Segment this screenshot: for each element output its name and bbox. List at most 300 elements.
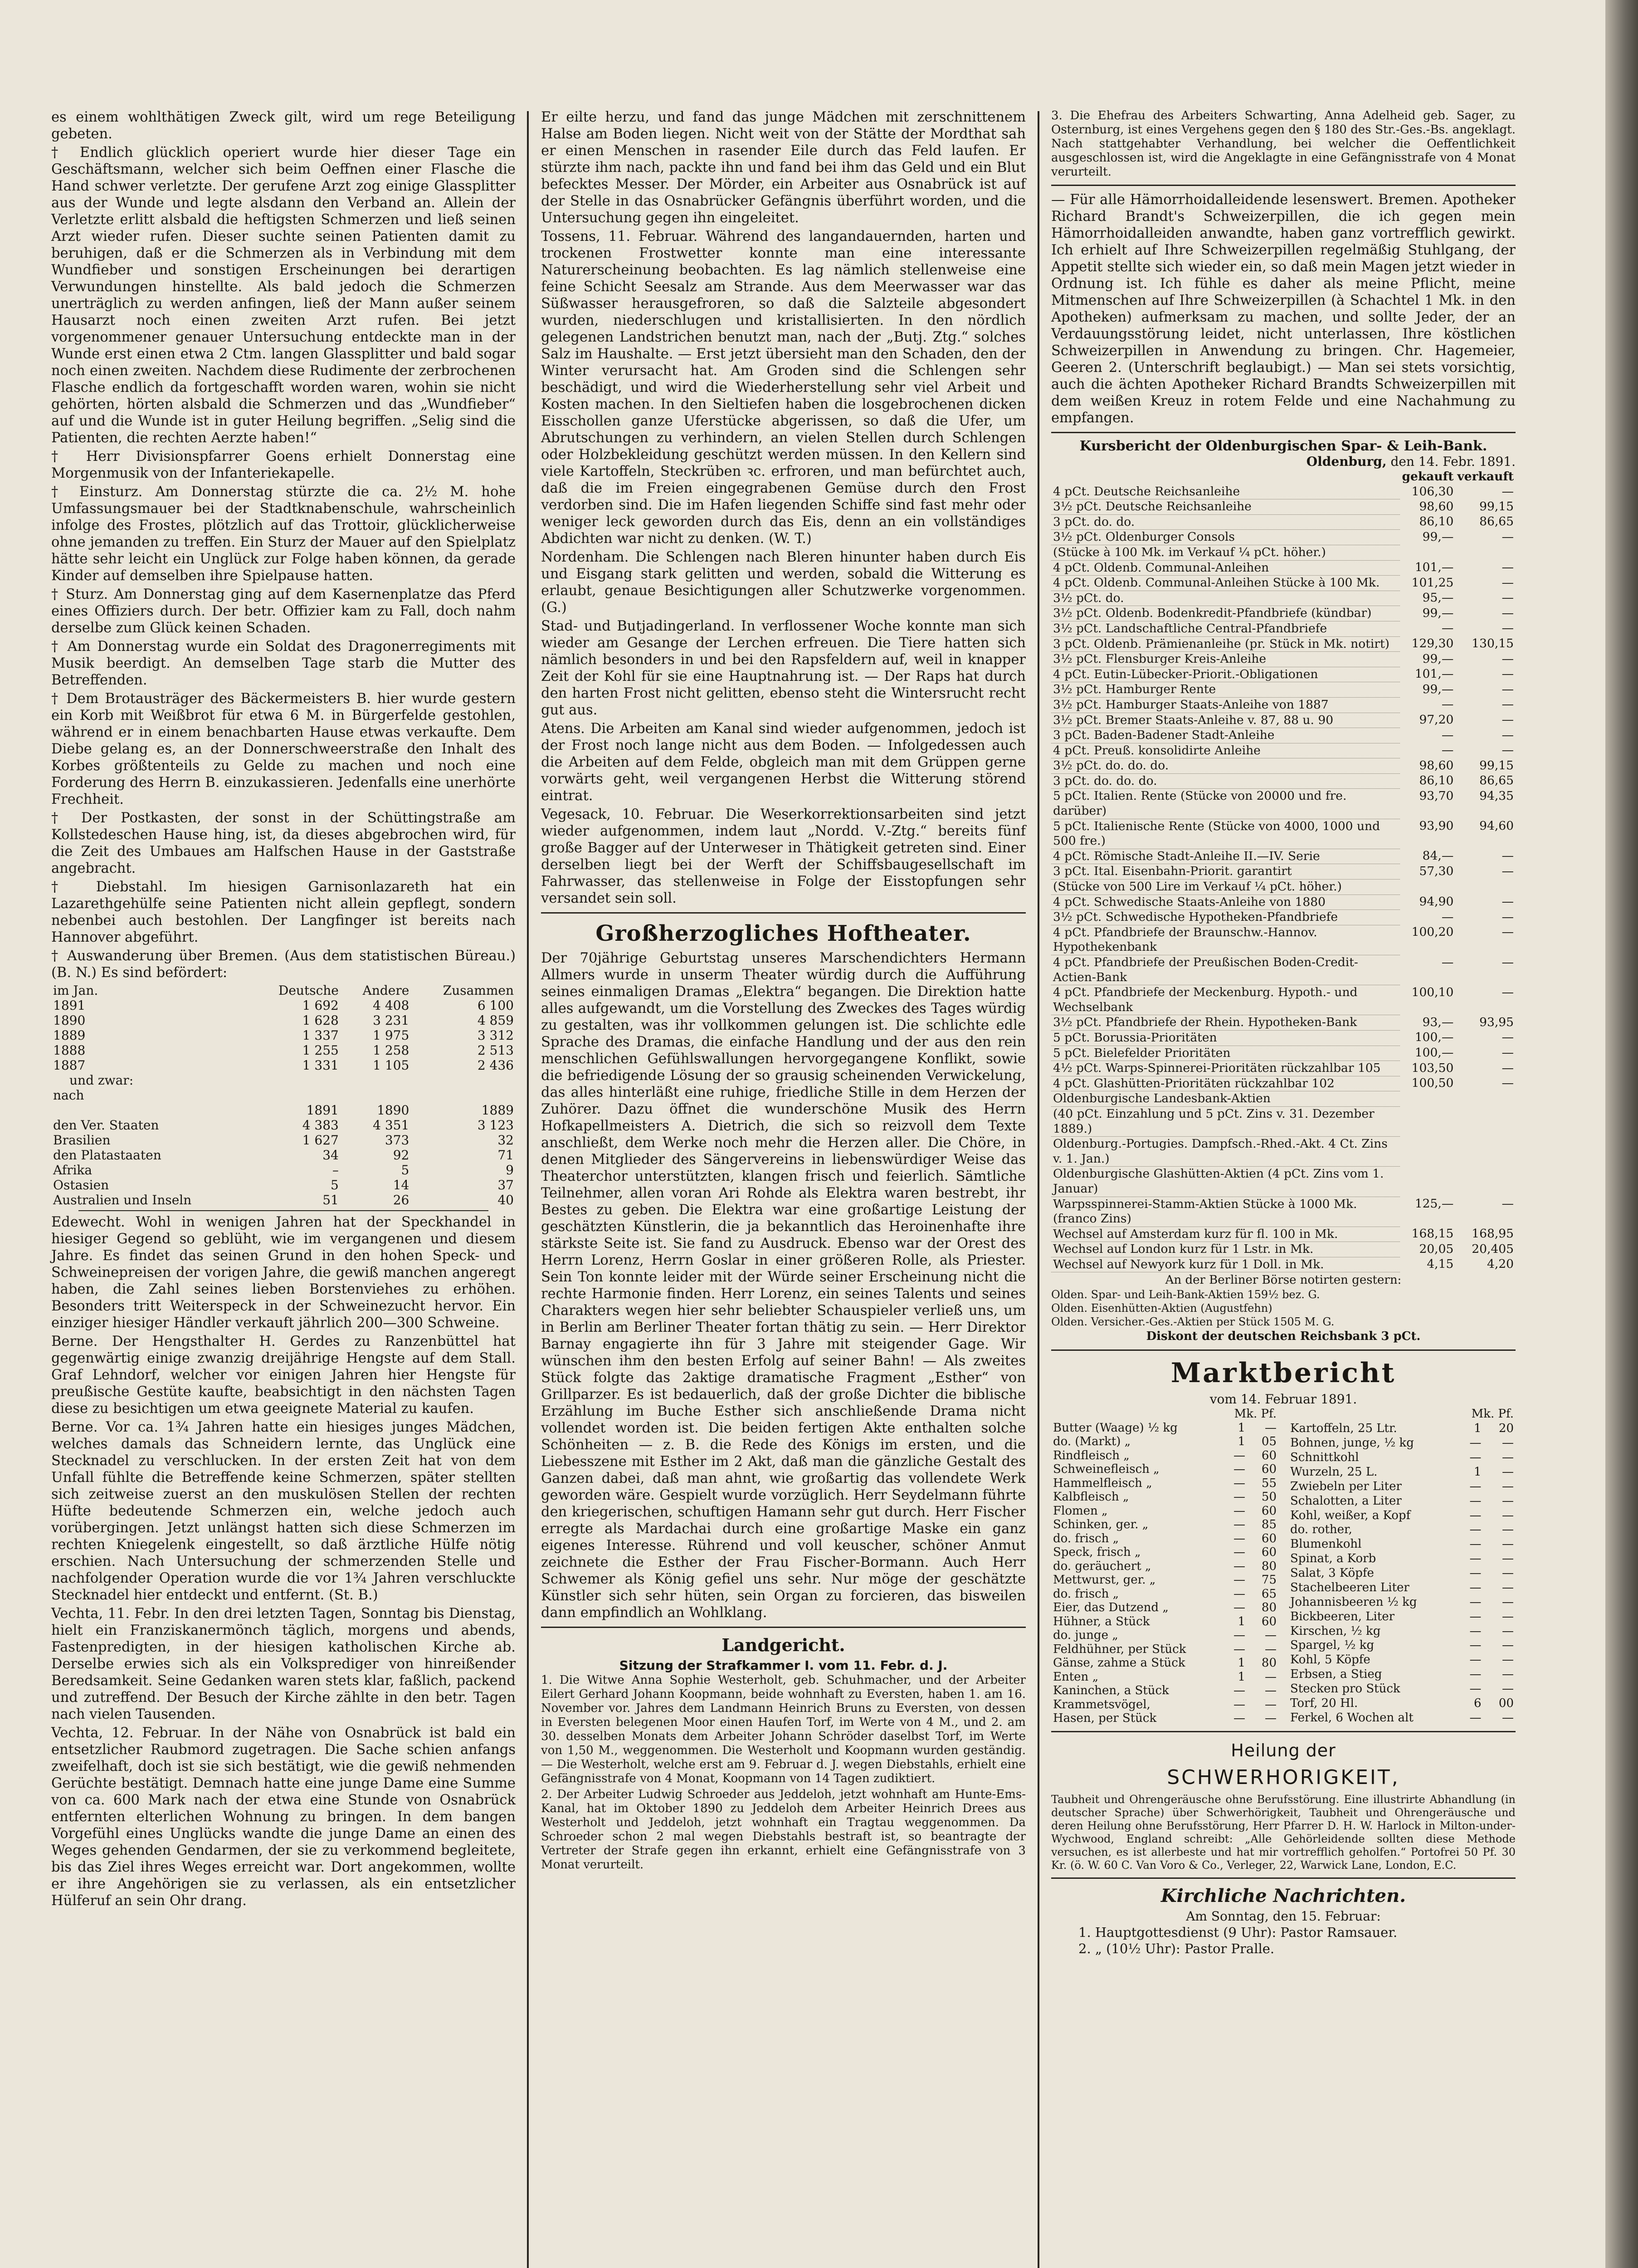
table-row bbox=[1051, 499, 1516, 515]
table-cell: 99,— bbox=[1422, 529, 1454, 544]
table-row bbox=[1051, 545, 1516, 560]
table-cell: 3 231 bbox=[373, 1013, 410, 1028]
table-cell: 168,95 bbox=[1472, 1227, 1514, 1241]
table-row bbox=[1051, 1684, 1278, 1698]
table-cell: — bbox=[1233, 1628, 1245, 1642]
table-cell: — bbox=[1469, 1638, 1482, 1652]
column-2 bbox=[528, 109, 1038, 2268]
table-cell: 5 bbox=[331, 1178, 339, 1193]
table-row bbox=[1051, 758, 1516, 774]
table-row bbox=[51, 1058, 516, 1073]
table-cell: 373 bbox=[385, 1133, 410, 1148]
table-row bbox=[1051, 560, 1516, 576]
table-row bbox=[1051, 1167, 1516, 1197]
table-cell: — bbox=[1502, 575, 1514, 590]
article: † Auswanderung über Bremen. (Aus dem statistischen Büreau.) (B. N.) Es sind befördert: bbox=[51, 948, 516, 981]
table-cell: 1890 bbox=[377, 1103, 410, 1118]
berlin-heading: An der Berliner Börse notirten gestern: bbox=[1165, 1273, 1402, 1287]
table-cell: — bbox=[1502, 1624, 1514, 1638]
table-cell: 3½ pCt. Flensburger Kreis-Anleihe bbox=[1051, 652, 1400, 667]
table-cell bbox=[1455, 1106, 1516, 1136]
table-cell: 4,15 bbox=[1427, 1257, 1454, 1271]
table-cell: 3½ pCt. Landschaftliche Central-Pfandbriefe bbox=[1051, 621, 1400, 636]
table-cell: 1 628 bbox=[302, 1013, 339, 1028]
table-cell: — bbox=[1265, 1628, 1277, 1642]
table-cell: 5 pCt. Italien. Rente (Stücke von 20000 und fre. darüber) bbox=[1051, 789, 1400, 819]
table-cell: — bbox=[1502, 1465, 1514, 1479]
table-row bbox=[1051, 667, 1516, 682]
table-cell: Salat, 3 Köpfe bbox=[1290, 1566, 1374, 1580]
article: † Der Postkasten, der sonst in der Schüttingstraße am Kollstedeschen Hause hing, ist, da dieses abgebrochen wird, für die Zeit des Umbaues am Halfschen Hause in der Gaststraße angebracht. bbox=[51, 810, 516, 876]
table-cell: 168,15 bbox=[1411, 1227, 1454, 1241]
article: Der 70jährige Geburtstag unseres Marschendichters Hermann Allmers wurde in unserm Theater würdig durch die Aufführung seines einmaligen Dramas „Elektra“ begangen. Die Direktion hatte alles aufgewandt, um die Vorstellung des Zweckes des Tages würdig zu gestalten, was ihr vollkommen gelungen ist. Die schlichte edle Sprache des Dramas, die einfache Handlung und der aus den rein menschlichen Gefühlswallungen hervorgegangene Konflikt, sowie die befriedigende Lösung der so grausig scheinenden Verwickelung, das alles hinterläßt eine ruhige, friedliche Stille in dem Herzen der Zuhörer. Dazu öffnet die wunderschöne Musik des Herrn Hofkapellmeisters A. Dietrich, die sich so reizvoll dem Texte anschließt, dem Werke noch mehr die Herzen aller. Die Chöre, in denen Mitglieder des Sängervereins in liebenswürdiger Weise das Theaterchor unterstützten, klangen frisch und feierlich. Sämtliche Teilnehmer, allen voran Ari Rohde als Elektra waren bestrebt, ihr Bestes zu geben. Die Elektra war eine großartige Leistung der geschätzten Künstlerin, die ja bekanntlich das Heroinenhafte ihre stärkste Seite ist. Sie fand zu Ausdruck. Ebenso war der Orest des Herrn Lorenz, Herrn Goslar in einer größeren Rolle, als Priester. Sein Ton konnte leider mit der Würde seiner Erscheinung nicht die rechte Harmonie finden. Herr Lorenz, ein seines Talents und seines Charakters wegen hier sehr beliebter Schauspieler verließ uns, um in Berlin am Berliner Theater fortan thätig zu sein. — Herr Direktor Barnay engagierte ihn für 3 Jahre mit steigender Gage. Wir wünschen ihm den besten Erfolg auf seiner Bahn! — Als zweites Stück folgte das 2aktige dramatische Fragment „Esther“ von Grillparzer. Es ist bedauerlich, daß der große Dichter die biblische Erzählung im Buche Esther sich anschließende Drama nicht vollendet worden ist. Die beiden fertigen Akte enthalten solche Schönheiten — z. B. die Rede des Königs im ersten, und die Liebesszene mit Esther im 2 Akt, daß man die gänzliche Gestalt des Ganzen dabei, daß man ahnt, wie großartig das vollendete Werk geworden wäre. Gespielt wurde vorzüglich. Herr Seydelmann führte den kriegerischen, schuftigen Hamann sehr gut durch. Herr Fischer erregte als Mardachai durch eine großartige Maske ein ganz eigenes Interesse. Rührend und voll keuscher, schöner Anmut zeichnete die Esther der Frau Fischer-Bormann. Auch Herr Schwemer als König gefiel uns sehr. Nur möge der geschätzte Künstler sich sehr hüten, sein Organ zu forcieren, das bisweilen dann empfindlich an Wohlklang. bbox=[541, 950, 1026, 1621]
table-row bbox=[1051, 1559, 1278, 1574]
table-cell: Schalotten, a Liter bbox=[1290, 1494, 1402, 1508]
table-row bbox=[1051, 591, 1516, 606]
table-cell: Rindfleisch „ bbox=[1053, 1448, 1130, 1462]
table-row bbox=[1051, 606, 1516, 621]
table-cell: 1887 bbox=[53, 1058, 86, 1073]
table-row bbox=[1051, 789, 1516, 819]
table-cell: (40 pCt. Einzahlung und 5 pCt. Zins v. 31. Dezember 1889.) bbox=[1051, 1106, 1400, 1136]
table-cell: Eier, das Dutzend „ bbox=[1053, 1601, 1169, 1615]
table-cell: 4 pCt. Preuß. konsolidirte Anleihe bbox=[1051, 743, 1400, 758]
table-cell: 100,20 bbox=[1411, 925, 1454, 939]
table-cell: — bbox=[1502, 1667, 1514, 1681]
table-cell: 20 bbox=[1498, 1422, 1514, 1436]
table-header: Zusammen bbox=[443, 983, 514, 998]
table-cell: Blumenkohl bbox=[1290, 1537, 1362, 1551]
table-row bbox=[51, 1118, 516, 1133]
table-cell: 3 pCt. Baden-Badener Stadt-Anleihe bbox=[1051, 728, 1400, 743]
table-row bbox=[1051, 576, 1516, 591]
church-intro: Am Sonntag, den 15. Februar: bbox=[1186, 1908, 1381, 1924]
article: † Endlich glücklich operiert wurde hier dieser Tage ein Geschäftsmann, welcher sich beim Oeffnen einer Flasche die Hand schwer verletzte. Der gerufene Arzt zog einige Glassplitter aus der Wunde und legte alsdann den Verband an. Allein der Verletzte erlitt alsbald die heftigsten Schmerzen und ließ seinen Arzt wieder rufen. Dieser suchte seinen Patienten damit zu beruhigen, daß er die Schmerzen als in Verbindung mit dem Wundfieber und sonstigen Erscheinungen bei derartigen Verwundungen hinstellte. Als bald jedoch die Schmerzen unerträglich zu werden anfingen, ließ der Mann außer seinem Hausarzt noch einen zweiten Arzt rufen. Bei jetzt vorgenommener genauer Untersuchung entdeckte man in der Wunde erst einen etwa 2 Ctm. langen Glassplitter und bald sogar noch einen zweiten. Nachdem diese Rudimente der zerbrochenen Flasche endlich da fortgeschafft worden waren, wohin sie nicht gehörten, hörten alsbald die Schmerzen und das „Wundfieber“ auf und die Wunde ist in guter Heilung begriffen. „Selig sind die Patienten, die rechten Aerzte haben!“ bbox=[51, 145, 516, 446]
church-list bbox=[1051, 1924, 1516, 1957]
table-cell: — bbox=[1469, 1566, 1482, 1580]
market-table-right bbox=[1288, 1407, 1516, 1725]
article: † Herr Divisionspfarrer Goens erhielt Donnerstag eine Morgenmusik von der Infanteriekapelle. bbox=[51, 449, 516, 481]
article: Stad- und Butjadingerland. In verflossener Woche konnte man sich wieder am Gesange der Lerchen erfreuen. Die Tiere hatten sich nämlich besonders in und bei den Rapsfeldern auf, weil in knapper Zeit der Kohl für sie eine Hauptnahrung ist. — Der Raps hat durch den harten Frost nicht gelitten, ebenso steht die Wintersrucht recht gut aus. bbox=[541, 618, 1026, 718]
table-cell: — bbox=[1502, 1046, 1514, 1060]
table-row bbox=[1051, 1449, 1278, 1463]
table-cell: Oldenburgische Landesbank-Aktien bbox=[1051, 1091, 1400, 1107]
table-row bbox=[1051, 1656, 1278, 1670]
table-cell: (Stücke von 500 Lire im Verkauf ¼ pCt. höher.) bbox=[1051, 880, 1400, 895]
table-cell: Schinken, ger. „ bbox=[1053, 1518, 1149, 1532]
table-cell: 80 bbox=[1261, 1656, 1277, 1670]
table-cell: — bbox=[1441, 621, 1454, 635]
table-cell: 14 bbox=[393, 1178, 410, 1193]
table-cell: 1 bbox=[1473, 1465, 1482, 1479]
table-cell: — bbox=[1502, 1537, 1514, 1551]
table-cell: — bbox=[1233, 1518, 1245, 1532]
table-cell: 75 bbox=[1261, 1573, 1277, 1587]
table-row bbox=[1051, 1435, 1278, 1449]
table-cell: 6 100 bbox=[477, 998, 514, 1013]
table-cell: — bbox=[1502, 1030, 1514, 1045]
table-row bbox=[1288, 1595, 1516, 1610]
table-cell: 1 331 bbox=[302, 1058, 339, 1073]
article: Berne. Vor ca. 1¾ Jahren hatte ein hiesiges junges Mädchen, welches damals das Schneidern lernte, das Unglück eine Stecknadel zu verschlucken. In der ersten Zeit hat von dem Unfall fühlte die Betreffende keine Schmerzen, später stellten sich zeitweise zuerst an den muskulösen Stellen der rechten Hüfte bedeutende Schmerzen ein, welche jedoch auch vorübergingen. Jetzt unlängst hatten sich diese Schmerzen im rechten Kniegelenk eingestellt, so daß ärztliche Hülfe nötig erschien. Nach Untersuchung der schmerzenden Stelle und nachfolgender Operation wurde die vor 1¾ Jahren verschluckte Stecknadel hier entdeckt und entfernt. (St. B.) bbox=[51, 1419, 516, 1603]
table-cell: 4 pCt. Glashütten-Prioritäten rückzahlbar 102 bbox=[1051, 1076, 1400, 1091]
ear-advertisement: Taubheit und Ohrengeräusche ohne Berufsstörung. Eine illustrirte Abhandlung (in deutscher Sprache) über Schwerhörigkeit, Taubheit und Ohrengeräusche und deren Heilung ohne Berufsstörung, Herr Pfarrer D. H. W. Harlock in Milton-under-Wychwood, England schreibt: „Alle Gehörleidende sollten diese Methode versuchen, es ist allerbeste und hat mir vortrefflich geholfen.“ Portofrei 50 Pf. 30 Kr. (ö. W. 60 C. Van Voro & Co., Verleger, 22, Warwick Lane, London, E.C. bbox=[1051, 1793, 1516, 1872]
ear-heading-2: SCHWERHORIGKEIT, bbox=[1167, 1765, 1400, 1789]
table-cell: Butter (Waage) ½ kg bbox=[1053, 1421, 1178, 1435]
table-cell: 3 pCt. do. do. do. bbox=[1051, 773, 1400, 789]
kurs-place: Oldenburg, bbox=[1306, 454, 1387, 469]
table-cell: Kartoffeln, 25 Ltr. bbox=[1290, 1422, 1397, 1436]
table-row bbox=[1051, 697, 1516, 713]
table-row bbox=[1288, 1480, 1516, 1494]
table-cell: 60 bbox=[1261, 1504, 1277, 1518]
table-cell: 101,— bbox=[1414, 560, 1454, 575]
divider bbox=[1051, 1349, 1516, 1351]
table-cell: 4 pCt. Römische Stadt-Anleihe II.—IV. Serie bbox=[1051, 849, 1400, 864]
list-item: Olden. Versicher.-Ges.-Aktien per Stück 1505 M. G. bbox=[1051, 1315, 1335, 1329]
kurs-date: den 14. Febr. 1891. bbox=[1390, 454, 1516, 469]
table-cell: — bbox=[1502, 697, 1514, 712]
table-row bbox=[1051, 1628, 1278, 1642]
table-cell: Enten „ bbox=[1053, 1670, 1099, 1684]
table-cell: 2 513 bbox=[477, 1043, 514, 1058]
table-row bbox=[51, 1103, 516, 1118]
table-header: gekauft bbox=[1402, 469, 1454, 484]
table-cell: do. rother, bbox=[1290, 1523, 1352, 1537]
table-cell: — bbox=[1502, 909, 1514, 924]
theater-heading: Großherzogliches Hoftheater. bbox=[595, 921, 971, 946]
table-row bbox=[1288, 1711, 1516, 1725]
table-row bbox=[1288, 1696, 1516, 1711]
table-cell: 3½ pCt. Deutsche Reichsanleihe bbox=[1051, 499, 1400, 515]
table-cell: — bbox=[1469, 1537, 1482, 1551]
table-row bbox=[1051, 1601, 1278, 1615]
table-cell: 6 bbox=[1473, 1696, 1482, 1710]
table-cell: 129,30 bbox=[1411, 636, 1454, 651]
table-cell: — bbox=[1469, 1653, 1482, 1667]
table-cell: 60 bbox=[1261, 1614, 1277, 1628]
table-cell: 32 bbox=[497, 1133, 514, 1148]
table-row bbox=[1288, 1610, 1516, 1624]
table-cell: 4 pCt. Oldenb. Communal-Anleihen bbox=[1051, 560, 1400, 576]
table-cell: 86,10 bbox=[1419, 773, 1454, 788]
table-cell: — bbox=[1441, 743, 1454, 758]
article: † Am Donnerstag wurde ein Soldat des Dragonerregiments mit Musik beerdigt. An demselben Tage starb die Mutter des Betreffenden. bbox=[51, 639, 516, 688]
table-row bbox=[1288, 1451, 1516, 1465]
table-cell: do. geräuchert „ bbox=[1053, 1559, 1151, 1573]
article: Er eilte herzu, und fand das junge Mädchen mit zerschnittenem Halse am Boden liegen. Nicht weit von der Stätte der Mordthat sah er einen Menschen in rasender Eile durch das Feld laufen. Er stürzte ihm nach, packte ihn und fand bei ihm das Geld und ein Blut befecktes Messer. Der Mörder, ein Arbeiter aus Osnabrück ist auf der Stelle in das Osnabrücker Gefängnis überführt worden, und die Untersuchung gegen ihn eingeleitet. bbox=[541, 109, 1026, 226]
table-cell: 99,— bbox=[1422, 651, 1454, 666]
table-row bbox=[1051, 1504, 1278, 1518]
table-cell: 4 pCt. Eutin-Lübecker-Priorit.-Obligationen bbox=[1051, 667, 1400, 682]
table-cell: — bbox=[1502, 591, 1514, 605]
table-cell: — bbox=[1502, 484, 1514, 499]
table-cell: 100,— bbox=[1414, 1046, 1454, 1060]
table-cell: — bbox=[1469, 1595, 1482, 1609]
table-cell: — bbox=[1502, 1580, 1514, 1594]
table-cell: — bbox=[1233, 1545, 1245, 1559]
table-cell: 93,90 bbox=[1419, 819, 1454, 833]
table-cell: 2 436 bbox=[477, 1058, 514, 1073]
table-cell: Krammetsvögel, bbox=[1053, 1697, 1150, 1711]
table-cell: — bbox=[1469, 1624, 1482, 1638]
table-cell: 40 bbox=[497, 1193, 514, 1207]
table-cell: 3½ pCt. Hamburger Staats-Anleihe von 1887 bbox=[1051, 697, 1400, 713]
table-cell: — bbox=[1502, 1076, 1514, 1090]
table-cell bbox=[51, 1103, 251, 1118]
table-cell: Kirschen, ½ kg bbox=[1290, 1624, 1381, 1638]
table-cell: — bbox=[1469, 1494, 1482, 1508]
list-item: 2. „ (10½ Uhr): Pastor Pralle. bbox=[1078, 1941, 1275, 1956]
table-cell: 86,65 bbox=[1479, 514, 1514, 529]
table-cell: 98,60 bbox=[1419, 758, 1454, 772]
table-cell: 3½ pCt. Oldenburger Consols bbox=[1051, 530, 1400, 545]
table-cell: — bbox=[1502, 728, 1514, 742]
table-cell: — bbox=[1502, 1436, 1514, 1450]
table-cell: 3½ pCt. Hamburger Rente bbox=[1051, 682, 1400, 698]
table-cell: 1 258 bbox=[373, 1043, 410, 1058]
table-cell bbox=[1400, 880, 1455, 895]
table-cell: 1 975 bbox=[373, 1028, 410, 1043]
table-cell: — bbox=[1502, 529, 1514, 544]
table-row bbox=[1051, 985, 1516, 1015]
article: Tossens, 11. Februar. Während des langandauernden, harten und trockenen Frostwetter konnte man eine interessante Naturerscheinung beobachten. Es lag nämlich stellenweise eine feine Schicht Seesalz am Strande. Aus dem Meerwasser war das Süßwasser herausgefroren, so daß die Salzteile abgesondert wurden, niederschlugen und kristallisierten. In den nördlich gelegenen Landstrichen benutzt man, nach der „Butj. Ztg.“ solches Salz im Haushalte. — Erst jetzt übersieht man den Schaden, den der Winter verursacht hat. Am Groden sind die Schlengen sehr beschädigt, und wird die Wiederherstellung sehr viel Arbeit und Kosten machen. In den Sieltiefen haben die losgebrochenen dicken Eisschollen ganze Uferstücke abgerissen, so daß die Ufer, um Abrutschungen zu verhindern, an vielen Stellen durch Schlengen oder Holzbekleidung geschützt werden müssen. In den Kellern sind viele Kartoffeln, Steckrüben ꝛc. erfroren, und man befürchtet auch, daß die im Freien eingegrabenen Gemüse durch den Frost verdorben sind. Die im Hafen liegenden Schiffe sind fast mehr oder weniger leck geworden durch das Eis, denn an ein vollständiges Abdichten war nicht zu denken. (W. T.) bbox=[541, 229, 1026, 547]
table-row bbox=[1051, 1242, 1516, 1257]
table-row bbox=[1288, 1667, 1516, 1682]
table-cell: 100,10 bbox=[1411, 985, 1454, 999]
table-row bbox=[1051, 1642, 1278, 1657]
table-row bbox=[1288, 1537, 1516, 1552]
table-cell: 4 pCt. Oldenb. Communal-Anleihen Stücke à 100 Mk. bbox=[1051, 576, 1400, 591]
table-cell: do. frisch „ bbox=[1053, 1531, 1119, 1545]
article: 2. Der Arbeiter Ludwig Schroeder aus Jeddeloh, jetzt wohnhaft am Hunte-Ems-Kanal, hat im Oktober 1890 zu Jeddeloh dem Arbeiter Heinrich Drees aus Westerholt und Jeddeloh, jetzt wohnhaft ein Tragtau weggenommen. Da Schroeder schon 2 mal wegen Diebstahls bestraft ist, so beantragte der Vertreter der Strafe gegen ihn erkannt, erhielt eine Gefängnisstrafe von 3 Monat verurteilt. bbox=[541, 1788, 1026, 1872]
table-cell: Hühner, a Stück bbox=[1053, 1614, 1150, 1628]
table-cell: 1891 bbox=[53, 998, 86, 1013]
table-cell: 50 bbox=[1261, 1490, 1277, 1504]
kurs-heading: Kursbericht der Oldenburgischen Spar- & Leih-Bank. bbox=[1079, 438, 1487, 454]
article: † Diebstahl. Im hiesigen Garnisonlazareth hat ein Lazarethgehülfe seine Patienten nicht allein gepflegt, sondern nebenbei auch bestohlen. Der Langfinger ist bereits nach Hannover abgeführt. bbox=[51, 879, 516, 945]
table-cell: 94,60 bbox=[1479, 819, 1514, 833]
table-cell: 1888 bbox=[53, 1043, 86, 1058]
table-cell: den Platastaaten bbox=[53, 1148, 161, 1163]
table-cell bbox=[1400, 545, 1455, 560]
table-cell: Bickbeeren, Liter bbox=[1290, 1609, 1395, 1623]
table-row bbox=[1051, 484, 1516, 499]
table-row bbox=[1288, 1523, 1516, 1537]
market-left-body bbox=[1051, 1421, 1278, 1725]
table-cell: Wechsel auf London kurz für 1 Lstr. in Mk. bbox=[1051, 1242, 1400, 1257]
table-row bbox=[1051, 1046, 1516, 1061]
unit-label: Mk. Pf. bbox=[1234, 1407, 1277, 1421]
table-cell: 100,— bbox=[1414, 1030, 1454, 1045]
table-cell: den Ver. Staaten bbox=[53, 1118, 159, 1133]
table-cell: Schweinefleisch „ bbox=[1053, 1462, 1160, 1476]
table-cell: 26 bbox=[393, 1193, 410, 1207]
table-cell: Wechsel auf Amsterdam kurz für fl. 100 in Mk. bbox=[1051, 1227, 1400, 1242]
table-cell bbox=[1455, 545, 1516, 560]
table-cell: 84,— bbox=[1422, 849, 1454, 863]
table-cell: 93,— bbox=[1422, 1015, 1454, 1029]
table-cell bbox=[1455, 1137, 1516, 1167]
table-cell: — bbox=[1441, 697, 1454, 712]
table-cell: Zwiebeln per Liter bbox=[1290, 1479, 1402, 1493]
table-cell: Kalbfleisch „ bbox=[1053, 1490, 1129, 1504]
table-row bbox=[1288, 1581, 1516, 1595]
article: 1. Die Witwe Anna Sophie Westerholt, geb. Schuhmacher, und der Arbeiter Eilert Gerhard Johann Koopmann, beide wohnhaft zu Eversten, haben 1. am 16. November vor. Jahres dem Landmann Heinrich Bruns zu Eversten, von dessen in Eversten belegenen Moor einen Haufen Torf, im Werte von 4 M., und 2. am 30. desselben Monats dem Arbeiter Johann Schröder daselbst Torf, im Werte von 1,50 M., weggenommen. Die Westerholt und Koopmann wurden geständig. — Die Westerholt, welche erst am 9. Februar d. J. wegen Diebstahls, erhielt eine Gefängnisstrafe von 4 Monat, Koopmann von 14 Tagen zudiktiert. bbox=[541, 1673, 1026, 1785]
table-cell: 4 408 bbox=[373, 998, 410, 1013]
table-cell: — bbox=[1233, 1448, 1245, 1462]
table-row bbox=[1051, 1106, 1516, 1136]
table-cell: Oldenburg.-Portugies. Dampfsch.-Rhed.-Akt. 4 Ct. Zins v. 1. Jan.) bbox=[1051, 1137, 1400, 1167]
table-cell: Kaninchen, a Stück bbox=[1053, 1684, 1169, 1698]
table-row bbox=[1051, 910, 1516, 925]
table-row bbox=[1288, 1624, 1516, 1639]
table-cell: do. (Markt) „ bbox=[1053, 1435, 1131, 1449]
table-row bbox=[1051, 1061, 1516, 1076]
table-cell: Ferkel, 6 Wochen alt bbox=[1290, 1711, 1414, 1725]
table-row bbox=[1051, 1573, 1278, 1587]
article: Atens. Die Arbeiten am Kanal sind wieder aufgenommen, jedoch ist der Frost noch lange nicht aus dem Boden. — Infolgedessen auch die Arbeiten auf dem Felde, obgleich man mit dem Grüppen gerne vorwärts geht, weil vergangenen Herbst die Witterung störend eintrat. bbox=[541, 721, 1026, 804]
table-cell: Hammelfleisch „ bbox=[1053, 1476, 1152, 1490]
divider bbox=[541, 1627, 1026, 1628]
table-cell: 3 312 bbox=[477, 1028, 514, 1043]
table-cell: Feldhühner, per Stück bbox=[1053, 1642, 1186, 1656]
table-cell: — bbox=[1233, 1559, 1245, 1573]
table-cell: 86,10 bbox=[1419, 514, 1454, 529]
table-cell: 3½ pCt. Schwedische Hypotheken-Pfandbriefe bbox=[1051, 910, 1400, 925]
table-cell: — bbox=[1502, 1523, 1514, 1537]
table-cell: Kohl, weißer, a Kopf bbox=[1290, 1508, 1411, 1522]
table-row bbox=[1051, 864, 1516, 880]
table-cell: — bbox=[1265, 1670, 1277, 1684]
table-cell: — bbox=[1469, 1711, 1482, 1725]
table-cell: 3½ pCt. do. do. do. bbox=[1051, 758, 1400, 774]
table-cell: — bbox=[1469, 1552, 1482, 1566]
table-row bbox=[1051, 1518, 1278, 1532]
table-cell: 95,— bbox=[1422, 591, 1454, 605]
table-cell: 4½ pCt. Warps-Spinnerei-Prioritäten rückzahlbar 105 bbox=[1051, 1061, 1400, 1076]
table-row bbox=[1051, 1476, 1278, 1491]
table-cell bbox=[1455, 1167, 1516, 1197]
table-row bbox=[1051, 621, 1516, 636]
table-cell: — bbox=[1233, 1462, 1245, 1476]
market-tables bbox=[1051, 1407, 1516, 1725]
table-cell: — bbox=[1502, 864, 1514, 878]
berlin-list bbox=[1051, 1288, 1516, 1329]
table-cell: — bbox=[1502, 894, 1514, 909]
table-row bbox=[1051, 514, 1516, 530]
table-note: nach bbox=[53, 1088, 84, 1103]
table-row bbox=[1288, 1653, 1516, 1667]
table-cell: — bbox=[1233, 1684, 1245, 1698]
table-cell bbox=[1455, 880, 1516, 895]
divider bbox=[1051, 1877, 1516, 1879]
table-row bbox=[1051, 1015, 1516, 1031]
article: Vegesack, 10. Februar. Die Weserkorrektionsarbeiten sind jetzt wieder aufgenommen, indem laut „Nordd. V.-Ztg.“ bereits fünf große Bagger auf der Unterweser in Thätigkeit getreten sind. Einer derselben liegt bei der Werft der Schiffsbaugesellschaft im Fahrwasser, das stellenweise in Folge der Eisstopfungen sehr versandet sein soll. bbox=[541, 807, 1026, 906]
table-cell: 1 627 bbox=[302, 1133, 339, 1148]
table-cell: 20,05 bbox=[1419, 1242, 1454, 1256]
divider bbox=[78, 1210, 488, 1211]
table-cell: 4 pCt. Schwedische Staats-Anleihe von 1880 bbox=[1051, 894, 1400, 910]
kurs-table bbox=[1051, 469, 1516, 1272]
list-item: 1. Hauptgottesdienst (9 Uhr): Pastor Ramsauer. bbox=[1078, 1924, 1398, 1940]
table-row bbox=[1051, 728, 1516, 743]
table-row bbox=[1051, 1490, 1278, 1504]
table-cell: Afrika bbox=[53, 1163, 93, 1178]
table-cell: 1 337 bbox=[302, 1028, 339, 1043]
ear-heading-1: Heilung der bbox=[1231, 1740, 1336, 1760]
table-cell: — bbox=[1502, 1609, 1514, 1623]
table-cell: — bbox=[1502, 560, 1514, 575]
table-cell: Kohl, 5 Köpfe bbox=[1290, 1653, 1370, 1667]
table-row bbox=[51, 998, 516, 1013]
table-cell: Hasen, per Stück bbox=[1053, 1711, 1157, 1725]
table-cell bbox=[1400, 1137, 1455, 1167]
table-cell: 97,20 bbox=[1419, 713, 1454, 727]
table-cell: 3 pCt. Ital. Eisenbahn-Priorit. garantirt bbox=[1051, 864, 1400, 880]
table-cell: — bbox=[1469, 1508, 1482, 1522]
table-cell: — bbox=[1233, 1490, 1245, 1504]
table-cell: 99,— bbox=[1422, 606, 1454, 620]
table-row bbox=[1051, 1587, 1278, 1601]
table-row bbox=[1288, 1494, 1516, 1509]
table-row bbox=[1051, 1462, 1278, 1476]
list-item: Olden. Eisenhütten-Aktien (Augustfehn) bbox=[1051, 1302, 1272, 1315]
table-cell: — bbox=[1265, 1711, 1277, 1725]
table-cell: 106,30 bbox=[1411, 484, 1454, 499]
table-cell: 3½ pCt. Pfandbriefe der Rhein. Hypotheken-Bank bbox=[1051, 1015, 1400, 1031]
table-cell: — bbox=[1265, 1697, 1277, 1711]
table-cell: 80 bbox=[1261, 1559, 1277, 1573]
table-cell: do. frisch „ bbox=[1053, 1587, 1119, 1601]
article: Vechta, 11. Febr. In den drei letzten Tagen, Sonntag bis Dienstag, hielt ein Franziskanermönch täglich, morgens und abends, Fastenpredigten, in der hiesigen katholischen Kirche ab. Derselbe erwies sich als ein Volksprediger von hinreißender Beredsamkeit. Seine Gedanken waren stets klar, faßlich, packend und zutreffend. Der Besuch der Kirche zählte in den betr. Tagen nach vielen Tausenden. bbox=[51, 1606, 516, 1722]
article: Vechta, 12. Februar. In der Nähe von Osnabrück ist bald ein entsetzlicher Raubmord zugetragen. Die Sache schien anfangs zweifelhaft, doch ist sie sich bestätigt, wie die gewiß nehmenden Gerüchte bestätigt. Demnach hatte eine junge Dame eine Summe von ca. 600 Mark nach der etwa eine Stunde von Osnabrück entfernten elterlichen Wohnung zu bringen. In dem bangen Vorgefühl eines Unglücks wandte die junge Dame an einen des Weges gehenden Gendarmen, der sie zu verkommend begleitete, bis das Ziel ihres Weges erreicht war. Dort angekommen, wollte er ihre Angehörigen sie zu verlassen, als ein entsetzlicher Hülferuf an sein Ohr drang. bbox=[51, 1725, 516, 1909]
table-cell: Warpsspinnerei-Stamm-Aktien Stücke à 1000 Mk. (franco Zins) bbox=[1051, 1197, 1400, 1227]
table-cell: 4 pCt. Pfandbriefe der Meckenburg. Hypoth.- und Wechselbank bbox=[1051, 985, 1400, 1015]
table-cell: — bbox=[1502, 1061, 1514, 1075]
table-row bbox=[1288, 1509, 1516, 1523]
table-row bbox=[1051, 1197, 1516, 1227]
table-cell: 93,70 bbox=[1419, 788, 1454, 803]
table-row bbox=[1051, 849, 1516, 864]
table-cell: 101,— bbox=[1414, 667, 1454, 681]
table-row bbox=[1051, 1698, 1278, 1712]
table-cell: 05 bbox=[1261, 1435, 1277, 1449]
table-cell: 1 bbox=[1473, 1422, 1482, 1436]
table-row bbox=[1051, 1137, 1516, 1167]
table-row bbox=[51, 1028, 516, 1043]
table-cell: 1 bbox=[1238, 1421, 1245, 1435]
table-row bbox=[1051, 894, 1516, 910]
table-cell: 4 859 bbox=[477, 1013, 514, 1028]
table-row bbox=[1051, 1257, 1516, 1272]
table-cell: — bbox=[1502, 1566, 1514, 1580]
table-row bbox=[1288, 1422, 1516, 1436]
table-cell: Spinat, a Korb bbox=[1290, 1552, 1376, 1566]
table-row bbox=[1051, 1091, 1516, 1107]
table-row bbox=[1051, 1421, 1278, 1435]
table-cell: 60 bbox=[1261, 1531, 1277, 1545]
table-cell: 1 bbox=[1238, 1670, 1245, 1684]
kurs-dateline bbox=[1051, 454, 1516, 469]
table-cell: Torf, 20 Hl. bbox=[1290, 1696, 1358, 1710]
table-cell: — bbox=[1233, 1642, 1245, 1656]
table-cell: 5 pCt. Italienische Rente (Stücke von 4000, 1000 und 500 fre.) bbox=[1051, 819, 1400, 849]
table-cell bbox=[1400, 1106, 1455, 1136]
table-cell: 130,15 bbox=[1472, 636, 1514, 651]
table-cell: — bbox=[1502, 743, 1514, 758]
table-cell: 86,65 bbox=[1479, 773, 1514, 788]
